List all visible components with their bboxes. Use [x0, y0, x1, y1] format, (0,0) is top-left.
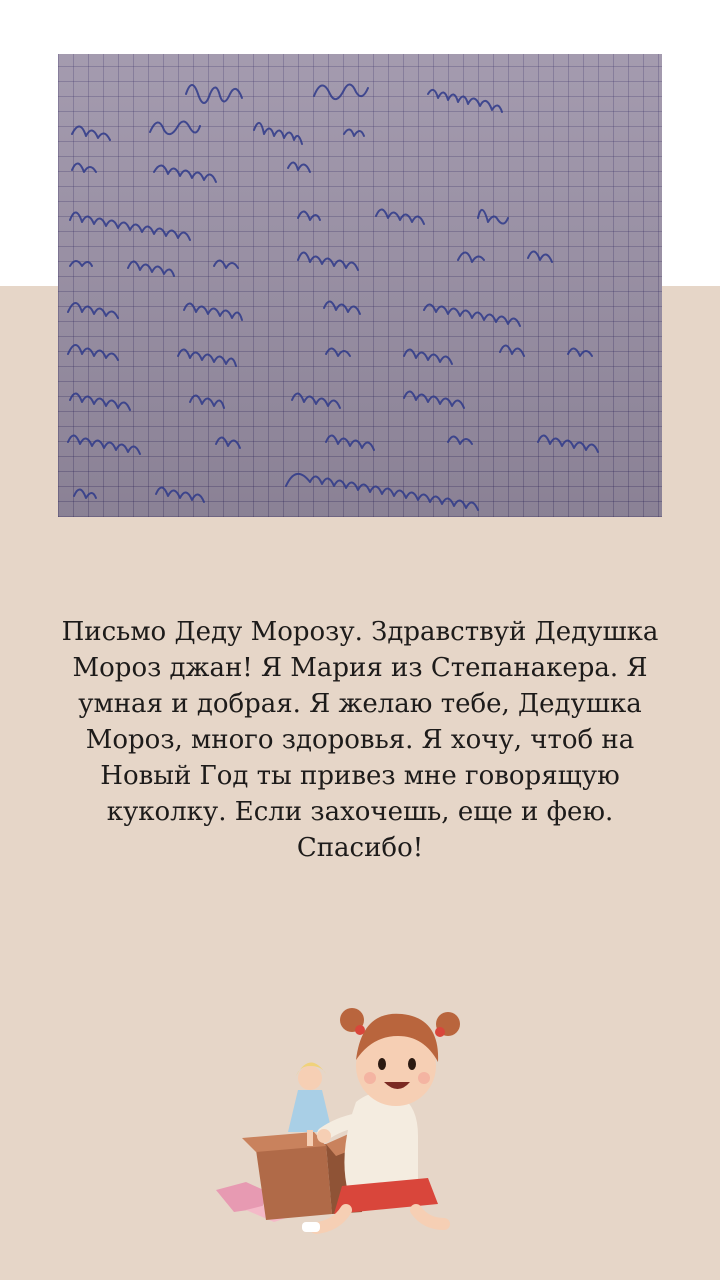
letter-text: Письмо Деду Морозу. Здравствуй Дедушка Мороз джан! Я Мария из Степанакера. Я умная и добрая. Я желаю тебе, Дедушка Мороз, много здоровья. Я хочу, чтоб на Новый Год ты привез мне говорящую куколку. Если захочешь, еще и фею. Спасибо! — [61, 617, 659, 863]
handwriting-scribbles — [58, 54, 662, 517]
handwritten-letter-photo — [58, 54, 662, 517]
girl-with-doll-in-box-illustration — [206, 990, 506, 1244]
